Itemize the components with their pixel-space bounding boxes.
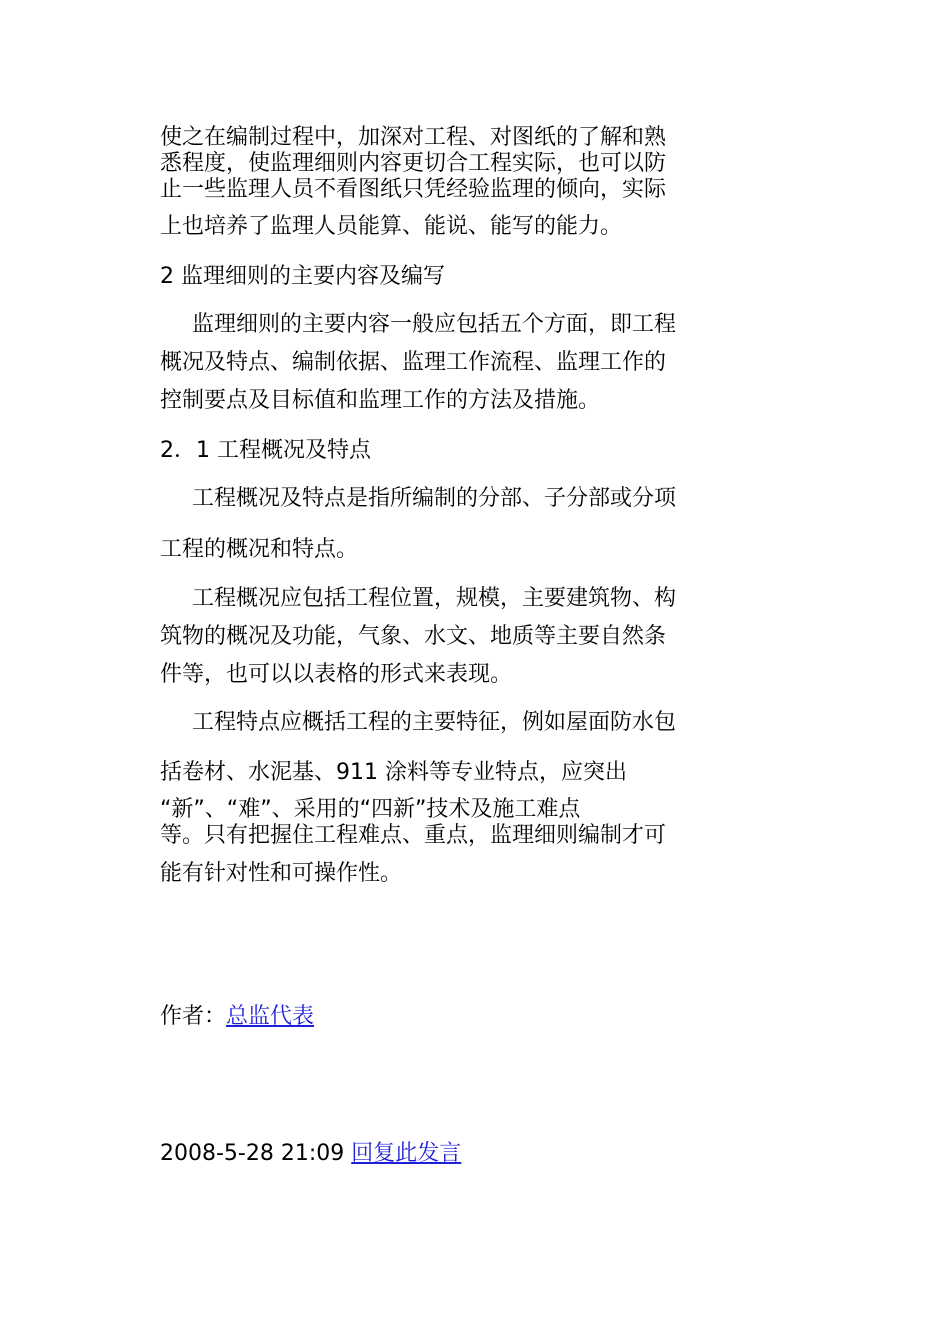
section-2-para-line-1: 监理细则的主要内容一般应包括五个方面，即工程 [192, 312, 677, 337]
intro-line-2: 悉程度，使监理细则内容更切合工程实际，也可以防 [160, 151, 667, 176]
reply-link[interactable]: 回复此发言 [351, 1141, 462, 1166]
intro-line-1: 使之在编制过程中，加深对工程、对图纸的了解和熟 [160, 125, 667, 150]
section-2-1-heading: 2．1 工程概况及特点 [160, 438, 371, 463]
section-2-1-para3-line-4: 等。只有把握住工程难点、重点，监理细则编制才可 [160, 823, 667, 848]
section-2-heading: 2 监理细则的主要内容及编写 [160, 264, 445, 289]
author-link[interactable]: 总监代表 [226, 1004, 315, 1029]
section-2-1-para3-line-3: “新”、“难”、采用的“四新”技术及施工难点 [160, 797, 581, 822]
section-2-1-para1-line-2: 工程的概况和特点。 [160, 537, 359, 562]
author-line [160, 1004, 314, 1030]
author-label: 作者： [160, 1004, 227, 1029]
section-2-1-para2-line-1: 工程概况应包括工程位置，规模，主要建筑物、构 [192, 586, 677, 611]
intro-line-4: 上也培养了监理人员能算、能说、能写的能力。 [160, 214, 623, 239]
intro-line-3: 止一些监理人员不看图纸只凭经验监理的倾向，实际 [160, 177, 667, 202]
section-2-1-para2-line-2: 筑物的概况及功能，气象、水文、地质等主要自然条 [160, 624, 667, 649]
section-2-1-para2-line-3: 件等，也可以以表格的形式来表现。 [160, 662, 513, 687]
section-2-1-para3-line-2: 括卷材、水泥基、911 涂料等专业特点，应突出 [160, 760, 627, 785]
section-2-para-line-3: 控制要点及目标值和监理工作的方法及措施。 [160, 388, 601, 413]
post-timestamp: 2008-5-28 21:09 [160, 1141, 345, 1166]
section-2-1-para3-line-1: 工程特点应概括工程的主要特征，例如屋面防水包 [192, 710, 677, 735]
post-meta-line [160, 1141, 461, 1167]
section-2-1-para1-line-1: 工程概况及特点是指所编制的分部、子分部或分项 [192, 486, 677, 511]
section-2-para-line-2: 概况及特点、编制依据、监理工作流程、监理工作的 [160, 350, 667, 375]
section-2-1-para3-line-5: 能有针对性和可操作性。 [160, 861, 403, 886]
